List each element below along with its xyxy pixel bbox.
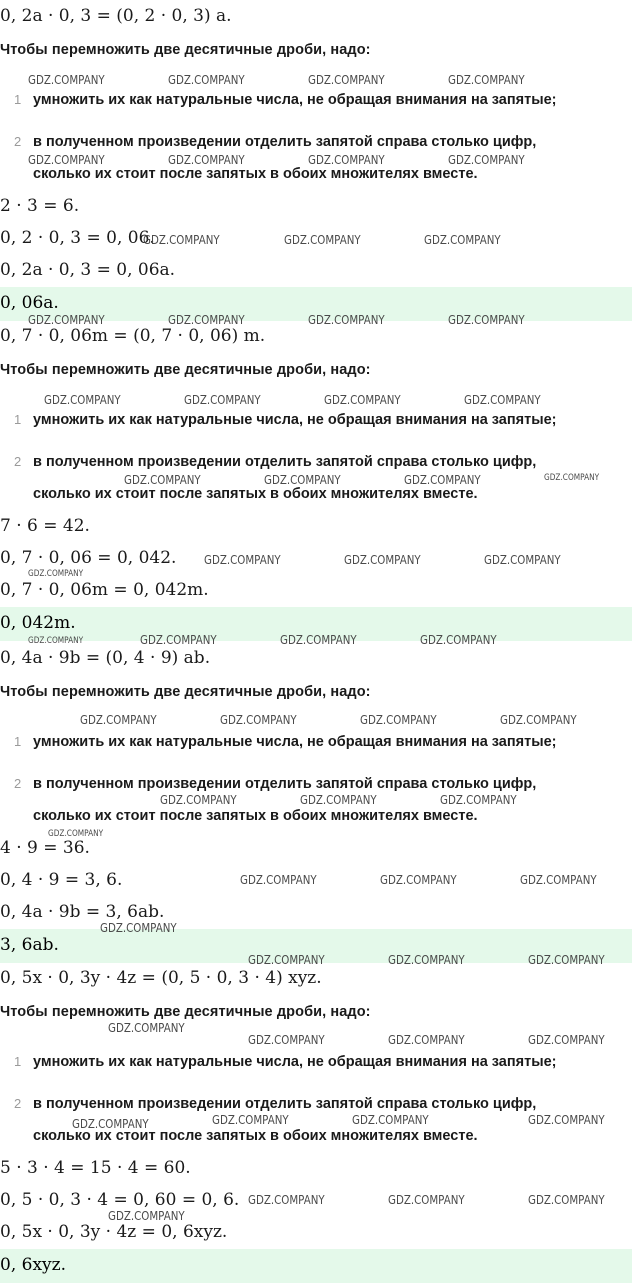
watermark: GDZ.COMPANY bbox=[544, 473, 600, 483]
task2-intro: Чтобы перемножить две десятичные дроби, надо: bbox=[0, 362, 371, 378]
task2-step2: 0, 7 · 0, 06 = 0, 042. bbox=[0, 548, 177, 568]
watermark: GDZ.COMPANY bbox=[308, 312, 385, 327]
task2-expression: 0, 7 · 0, 06m = (0, 7 · 0, 06) m. bbox=[0, 326, 266, 346]
watermark: GDZ.COMPANY bbox=[28, 312, 105, 327]
task4-step1: 5 · 3 · 4 = 15 · 4 = 60. bbox=[0, 1158, 191, 1178]
watermark: GDZ.COMPANY bbox=[240, 872, 317, 887]
watermark: GDZ.COMPANY bbox=[388, 952, 465, 967]
task1-step3: 0, 2a · 0, 3 = 0, 06a. bbox=[0, 260, 176, 280]
task1-rule1 bbox=[0, 92, 632, 112]
task1-step2: 0, 2 · 0, 3 = 0, 06. bbox=[0, 228, 155, 248]
task3-rule2-text-a: в полученном произведении отделить запятой справа столько цифр, bbox=[33, 776, 537, 792]
task4-rule2-text-a: в полученном произведении отделить запятой справа столько цифр, bbox=[33, 1096, 537, 1112]
task1-rule2-text-a: в полученном произведении отделить запятой справа столько цифр, bbox=[33, 134, 537, 150]
watermark: GDZ.COMPANY bbox=[528, 952, 605, 967]
watermark: GDZ.COMPANY bbox=[352, 1112, 429, 1127]
task2-rule2-text-a: в полученном произведении отделить запятой справа столько цифр, bbox=[33, 454, 537, 470]
task4-answer-box bbox=[0, 1249, 632, 1283]
watermark: GDZ.COMPANY bbox=[388, 1192, 465, 1207]
task4-rule2-number: 2 bbox=[14, 1096, 22, 1111]
watermark: GDZ.COMPANY bbox=[108, 1020, 185, 1035]
watermark: GDZ.COMPANY bbox=[300, 792, 377, 807]
watermark: GDZ.COMPANY bbox=[528, 1112, 605, 1127]
task4-intro: Чтобы перемножить две десятичные дроби, надо: bbox=[0, 1004, 371, 1020]
watermark: GDZ.COMPANY bbox=[220, 712, 297, 727]
task3-intro: Чтобы перемножить две десятичные дроби, надо: bbox=[0, 684, 371, 700]
watermark: GDZ.COMPANY bbox=[28, 152, 105, 167]
watermark: GDZ.COMPANY bbox=[520, 872, 597, 887]
task3-step3: 0, 4a · 9b = 3, 6ab. bbox=[0, 902, 165, 922]
watermark: GDZ.COMPANY bbox=[440, 792, 517, 807]
watermark: GDZ.COMPANY bbox=[528, 1032, 605, 1047]
watermark: GDZ.COMPANY bbox=[324, 392, 401, 407]
task3-expression: 0, 4a · 9b = (0, 4 · 9) ab. bbox=[0, 648, 211, 668]
watermark: GDZ.COMPANY bbox=[448, 72, 525, 87]
watermark: GDZ.COMPANY bbox=[28, 636, 84, 646]
task1-rule1-number: 1 bbox=[14, 92, 22, 107]
watermark: GDZ.COMPANY bbox=[264, 472, 341, 487]
watermark: GDZ.COMPANY bbox=[448, 312, 525, 327]
watermark: GDZ.COMPANY bbox=[100, 920, 177, 935]
watermark: GDZ.COMPANY bbox=[108, 1208, 185, 1223]
task3-step1: 4 · 9 = 36. bbox=[0, 838, 90, 858]
task3-step2: 0, 4 · 9 = 3, 6. bbox=[0, 870, 123, 890]
task4-expression: 0, 5x · 0, 3y · 4z = (0, 5 · 0, 3 · 4) xyz. bbox=[0, 968, 322, 988]
task4-step3: 0, 5x · 0, 3y · 4z = 0, 6xyz. bbox=[0, 1222, 228, 1242]
watermark: GDZ.COMPANY bbox=[72, 1116, 149, 1131]
task3-rule2-number: 2 bbox=[14, 776, 22, 791]
watermark: GDZ.COMPANY bbox=[248, 1192, 325, 1207]
watermark: GDZ.COMPANY bbox=[404, 472, 481, 487]
task2-rule1 bbox=[0, 412, 632, 432]
task3-rule1 bbox=[0, 734, 632, 754]
watermark: GDZ.COMPANY bbox=[308, 152, 385, 167]
watermark: GDZ.COMPANY bbox=[420, 632, 497, 647]
watermark: GDZ.COMPANY bbox=[380, 872, 457, 887]
watermark: GDZ.COMPANY bbox=[388, 1032, 465, 1047]
task2-answer: 0, 042m. bbox=[0, 613, 76, 633]
watermark: GDZ.COMPANY bbox=[248, 1032, 325, 1047]
task1-answer: 0, 06a. bbox=[0, 293, 59, 313]
task1-rule2-number: 2 bbox=[14, 134, 22, 149]
watermark: GDZ.COMPANY bbox=[344, 552, 421, 567]
watermark: GDZ.COMPANY bbox=[124, 472, 201, 487]
task1-rule1-text: умножить их как натуральные числа, не обращая внимания на запятые; bbox=[33, 92, 557, 108]
task4-rule1-number: 1 bbox=[14, 1054, 22, 1069]
watermark: GDZ.COMPANY bbox=[248, 952, 325, 967]
watermark: GDZ.COMPANY bbox=[44, 392, 121, 407]
watermark: GDZ.COMPANY bbox=[528, 1192, 605, 1207]
watermark: GDZ.COMPANY bbox=[28, 72, 105, 87]
task1-step1: 2 · 3 = 6. bbox=[0, 196, 80, 216]
watermark: GDZ.COMPANY bbox=[500, 712, 577, 727]
task4-answer: 0, 6xyz. bbox=[0, 1255, 66, 1275]
watermark: GDZ.COMPANY bbox=[160, 792, 237, 807]
watermark: GDZ.COMPANY bbox=[184, 392, 261, 407]
watermark: GDZ.COMPANY bbox=[48, 829, 104, 839]
watermark: GDZ.COMPANY bbox=[168, 152, 245, 167]
task3-rule2-text-b: сколько их стоит после запятых в обоих множителях вместе. bbox=[33, 808, 478, 824]
task2-rule2-text-b: сколько их стоит после запятых в обоих множителях вместе. bbox=[33, 486, 478, 502]
task4-rule1-text: умножить их как натуральные числа, не обращая внимания на запятые; bbox=[33, 1054, 557, 1070]
task4-step2: 0, 5 · 0, 3 · 4 = 0, 60 = 0, 6. bbox=[0, 1190, 240, 1210]
watermark: GDZ.COMPANY bbox=[168, 312, 245, 327]
watermark: GDZ.COMPANY bbox=[143, 232, 220, 247]
watermark: GDZ.COMPANY bbox=[484, 552, 561, 567]
task3-rule1-number: 1 bbox=[14, 734, 22, 749]
watermark: GDZ.COMPANY bbox=[424, 232, 501, 247]
watermark: GDZ.COMPANY bbox=[360, 712, 437, 727]
task4-rule2-text-b: сколько их стоит после запятых в обоих множителях вместе. bbox=[33, 1128, 478, 1144]
task1-intro: Чтобы перемножить две десятичные дроби, надо: bbox=[0, 42, 371, 58]
watermark: GDZ.COMPANY bbox=[308, 72, 385, 87]
watermark: GDZ.COMPANY bbox=[284, 232, 361, 247]
task4-rule1 bbox=[0, 1054, 632, 1074]
task3-answer: 3, 6ab. bbox=[0, 935, 59, 955]
watermark: GDZ.COMPANY bbox=[168, 72, 245, 87]
task2-step1: 7 · 6 = 42. bbox=[0, 516, 90, 536]
watermark: GDZ.COMPANY bbox=[464, 392, 541, 407]
task1-expression: 0, 2a · 0, 3 = (0, 2 · 0, 3) a. bbox=[0, 6, 232, 26]
watermark: GDZ.COMPANY bbox=[204, 552, 281, 567]
watermark: GDZ.COMPANY bbox=[280, 632, 357, 647]
watermark: GDZ.COMPANY bbox=[80, 712, 157, 727]
task2-rule2-number: 2 bbox=[14, 454, 22, 469]
task1-rule2-text-b: сколько их стоит после запятых в обоих множителях вместе. bbox=[33, 166, 478, 182]
watermark: GDZ.COMPANY bbox=[212, 1112, 289, 1127]
task2-step3: 0, 7 · 0, 06m = 0, 042m. bbox=[0, 580, 209, 600]
watermark: GDZ.COMPANY bbox=[448, 152, 525, 167]
watermark: GDZ.COMPANY bbox=[140, 632, 217, 647]
watermark: GDZ.COMPANY bbox=[28, 569, 84, 579]
task3-rule1-text: умножить их как натуральные числа, не обращая внимания на запятые; bbox=[33, 734, 557, 750]
task2-rule1-text: умножить их как натуральные числа, не обращая внимания на запятые; bbox=[33, 412, 557, 428]
task2-rule1-number: 1 bbox=[14, 412, 22, 427]
